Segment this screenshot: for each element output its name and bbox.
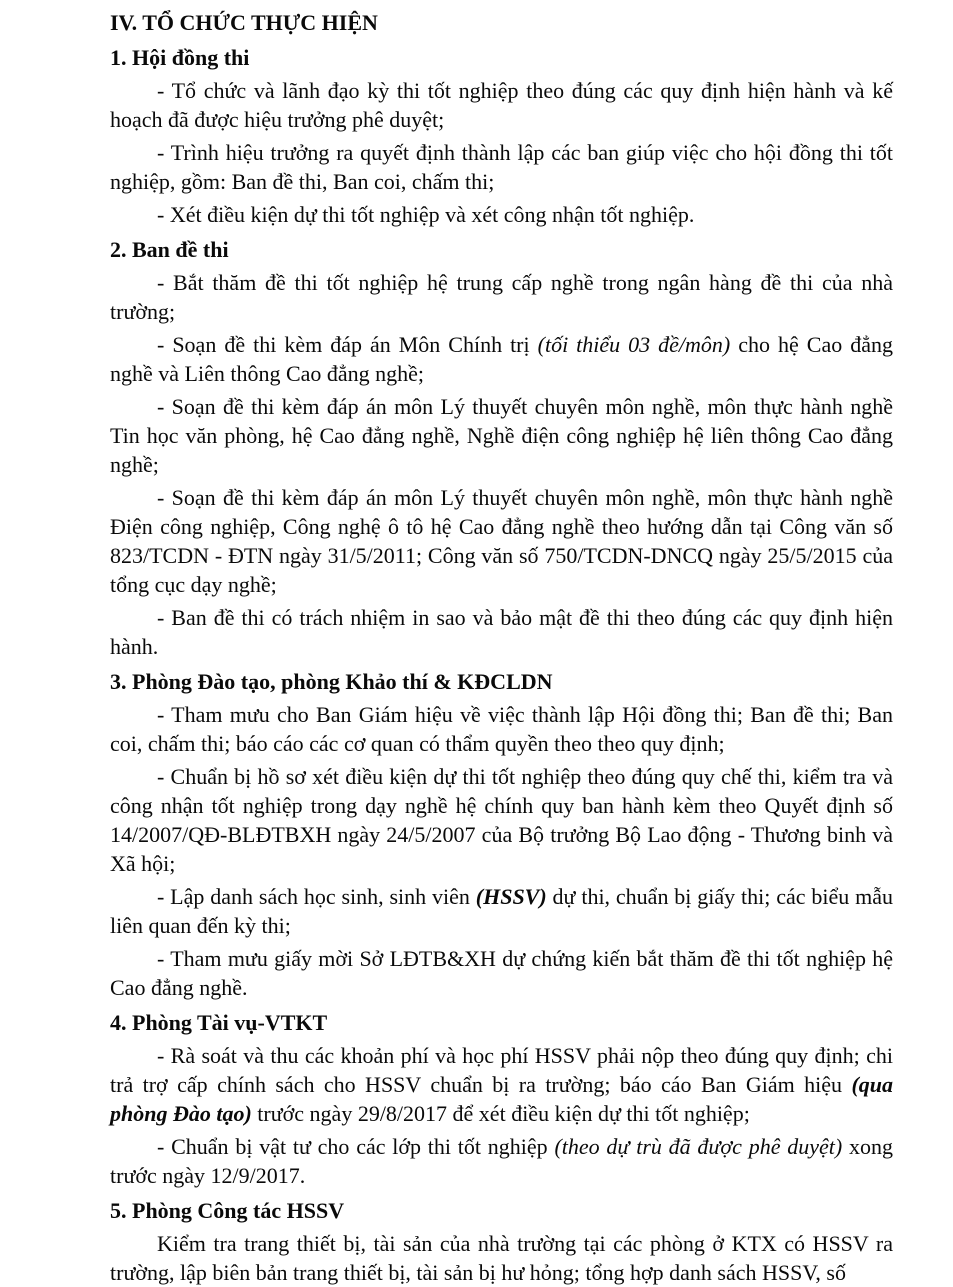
- text-run: (HSSV): [475, 884, 547, 909]
- text-run: - Soạn đề thi kèm đáp án môn Lý thuyết chuyên môn nghề, môn thực hành nghề Tin học văn phòng, hệ Cao đẳng nghề, Nghề điện công nghiệp hệ liên thông Cao đẳng nghề;: [110, 394, 893, 477]
- paragraph: [110, 1041, 893, 1128]
- document-sections: [110, 43, 893, 1287]
- text-run: xong trước ngày 12/9/2017.: [110, 1134, 893, 1188]
- text-run: Kiểm tra trang thiết bị, tài sản của nhà trường tại các phòng ở KTX có HSSV ra trường, lập biên bản trang thiết bị, tài sản bị hư hỏng; tổng hợp danh sách HSSV, số: [110, 1231, 893, 1285]
- section-heading: 2. Ban đề thi: [110, 237, 229, 262]
- paragraph: [110, 138, 893, 196]
- paragraph: [110, 392, 893, 479]
- paragraph: [110, 200, 893, 229]
- text-run: - Tổ chức và lãnh đạo kỳ thi tốt nghiệp theo đúng các quy định hiện hành và kế hoạch đã được hiệu trưởng phê duyệt;: [110, 78, 893, 132]
- text-run: dự thi, chuẩn bị giấy thi; các biểu mẫu liên quan đến kỳ thi;: [110, 884, 893, 938]
- paragraph: [110, 76, 893, 134]
- section-heading: 3. Phòng Đào tạo, phòng Khảo thí & KĐCLDN: [110, 669, 553, 694]
- paragraph: [110, 762, 893, 878]
- text-run: trước ngày 29/8/2017 để xét điều kiện dự thi tốt nghiệp;: [251, 1101, 750, 1126]
- text-run: - Chuẩn bị hồ sơ xét điều kiện dự thi tốt nghiệp theo đúng quy chế thi, kiểm tra và công nhận tốt nghiệp trong dạy nghề hệ chính quy ban hành kèm theo Quyết định số 14/2007/QĐ-BLĐTBXH ngày 24/5/2007 của Bộ trưởng Bộ Lao động - Thương binh và Xã hội;: [110, 764, 893, 876]
- paragraph: [110, 268, 893, 326]
- text-run: - Soạn đề thi kèm đáp án môn Lý thuyết chuyên môn nghề, môn thực hành nghề Điện công nghiệp, Công nghệ ô tô hệ Cao đẳng nghề theo hướng dẫn tại Công văn số 823/TCDN - ĐTN ngày 31/5/2011; Công văn số 750/TCDN-DNCQ ngày 25/5/2015 của tổng cục dạy nghề;: [110, 485, 893, 597]
- paragraph: [110, 330, 893, 388]
- paragraph: [110, 1229, 893, 1287]
- text-run: - Tham mưu giấy mời Sở LĐTB&XH dự chứng kiến bắt thăm đề thi tốt nghiệp hệ Cao đẳng nghề.: [110, 946, 893, 1000]
- section-heading: 5. Phòng Công tác HSSV: [110, 1198, 345, 1223]
- paragraph: [110, 882, 893, 940]
- text-run: - Lập danh sách học sinh, sinh viên: [157, 884, 476, 909]
- section-heading: 4. Phòng Tài vụ-VTKT: [110, 1010, 328, 1035]
- paragraph: [110, 700, 893, 758]
- text-run: (tối thiểu 03 đề/môn): [537, 332, 731, 357]
- document-title: IV. TỔ CHỨC THỰC HIỆN: [110, 10, 378, 35]
- text-run: cho hệ Cao đẳng nghề và Liên thông Cao đẳng nghề;: [110, 332, 893, 386]
- text-run: - Ban đề thi có trách nhiệm in sao và bảo mật đề thi theo đúng các quy định hiện hành.: [110, 605, 893, 659]
- paragraph: [110, 944, 893, 1002]
- text-run: - Trình hiệu trưởng ra quyết định thành lập các ban giúp việc cho hội đồng thi tốt nghiệp, gồm: Ban đề thi, Ban coi, chấm thi;: [110, 140, 893, 194]
- text-run: - Xét điều kiện dự thi tốt nghiệp và xét công nhận tốt nghiệp.: [157, 202, 695, 227]
- text-run: (qua phòng Đào tạo): [110, 1072, 893, 1126]
- text-run: - Soạn đề thi kèm đáp án Môn Chính trị: [157, 332, 538, 357]
- text-run: - Tham mưu cho Ban Giám hiệu về việc thành lập Hội đồng thi; Ban đề thi; Ban coi, chấm thi; báo cáo các cơ quan có thẩm quyền theo theo quy định;: [110, 702, 893, 756]
- text-run: - Rà soát và thu các khoản phí và học phí HSSV phải nộp theo đúng quy định; chi trả trợ cấp chính sách cho HSSV chuẩn bị ra trường; báo cáo Ban Giám hiệu: [110, 1043, 893, 1097]
- text-run: - Bắt thăm đề thi tốt nghiệp hệ trung cấp nghề trong ngân hàng đề thi của nhà trường;: [110, 270, 893, 324]
- paragraph: [110, 483, 893, 599]
- section-heading: 1. Hội đồng thi: [110, 45, 250, 70]
- paragraph: [110, 1132, 893, 1190]
- paragraph: [110, 603, 893, 661]
- text-run: (theo dự trù đã được phê duyệt): [554, 1134, 843, 1159]
- text-run: - Chuẩn bị vật tư cho các lớp thi tốt nghiệp: [157, 1134, 555, 1159]
